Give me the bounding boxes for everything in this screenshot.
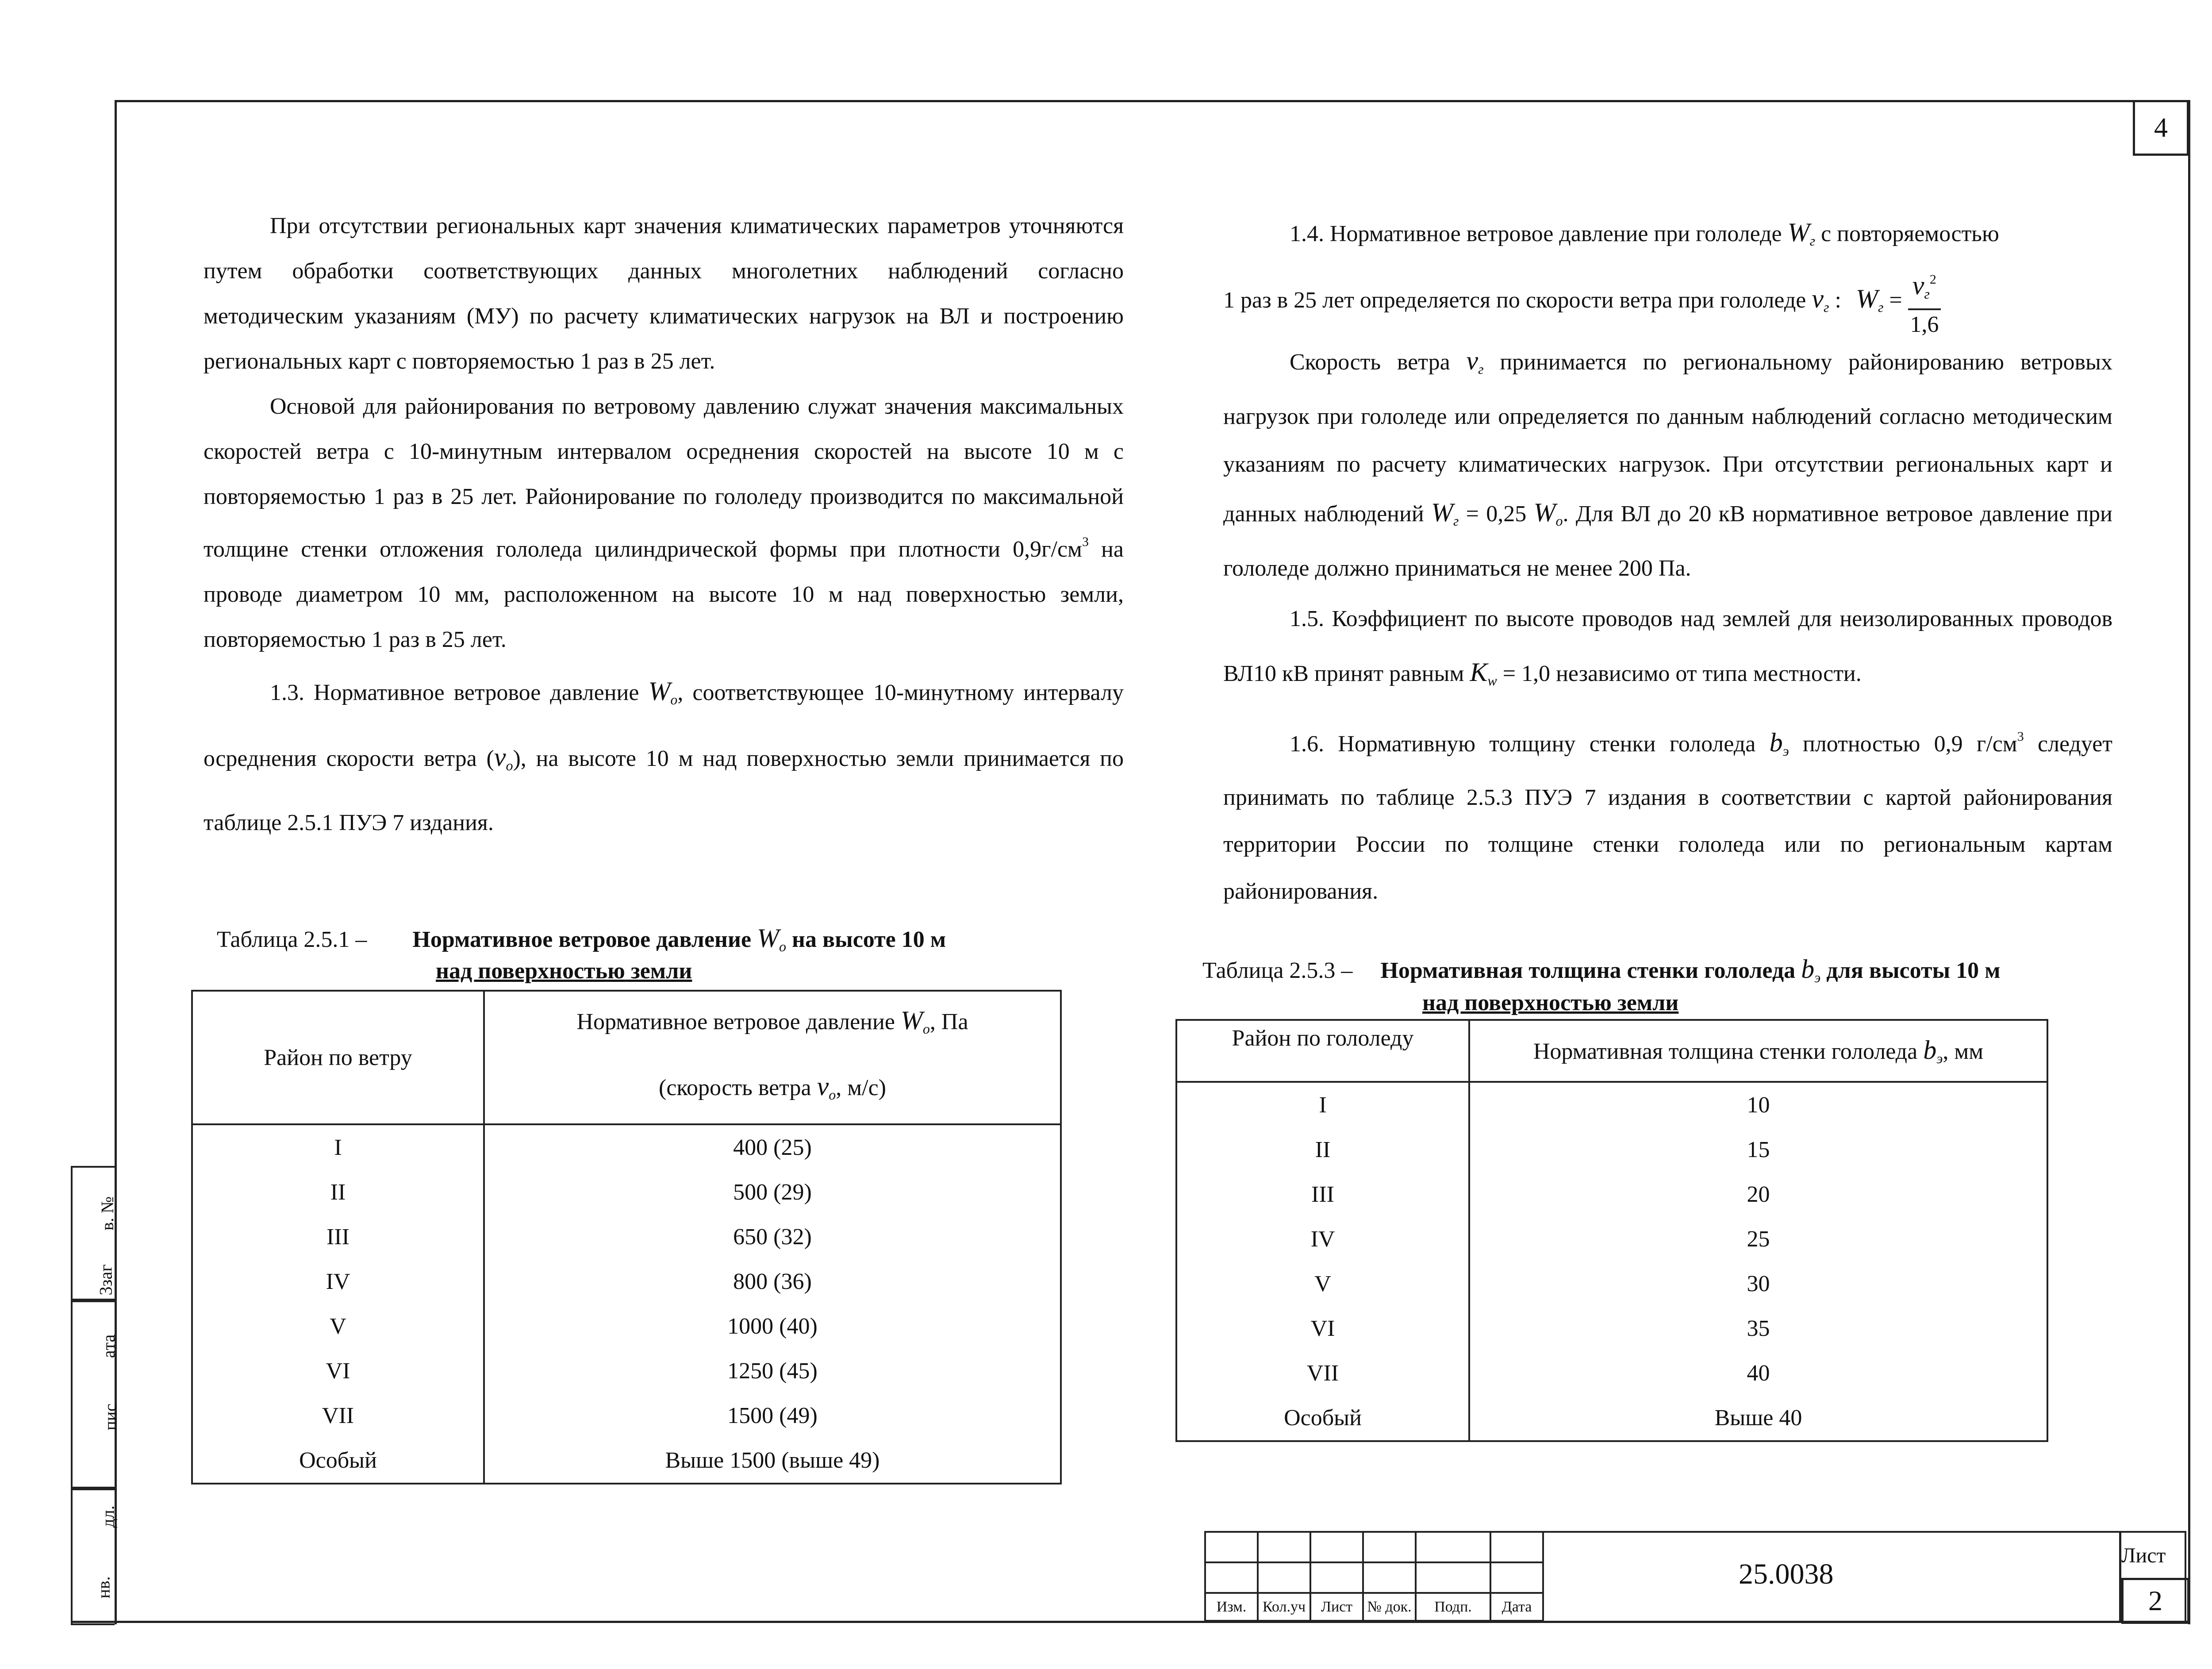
right-paragraph-4-text-a: 1.6. Нормативную толщину стенки гололеда: [1290, 731, 1770, 757]
subscript: w: [1487, 673, 1497, 688]
table3-cell-region: III: [1176, 1172, 1469, 1217]
table1: [191, 990, 1062, 1484]
table3-header-value-a: Нормативная толщина стенки гололеда: [1533, 1039, 1924, 1064]
page-number-box: [2133, 100, 2189, 156]
subscript: э: [1814, 969, 1821, 985]
table-row: [1176, 1306, 2047, 1351]
subscript: o: [779, 938, 787, 954]
table3-cell-value: 10: [1469, 1082, 2047, 1127]
subscript: o: [506, 758, 513, 773]
table-row: [1176, 1351, 2047, 1396]
table-row: [192, 1124, 1061, 1170]
subscript: г: [1453, 513, 1459, 529]
table3-caption-line2: [1422, 988, 1678, 1019]
right-paragraph-1-text-c: 1 раз в 25 лет определяется по скорости ветра при гололеде: [1223, 287, 1812, 313]
table1-cell-value: 500 (29): [484, 1170, 1061, 1215]
table3-cell-region: VII: [1176, 1351, 1469, 1396]
label-doc-no: № док.: [1363, 1593, 1416, 1621]
title-block: [1204, 1531, 2186, 1622]
subscript: o: [670, 692, 678, 708]
right-paragraph-2-text-b: принимается по региональному районированию ветровых нагрузок при гололеде или определяется по данным наблюдений согласно методическим указаниям по расчету климатических нагрузок. При отсутствии региональных карт и данных наблюдений: [1223, 350, 2112, 527]
right-paragraph-1-line2: [1223, 265, 2112, 339]
right-paragraph-4-text-c: плотностью 0,9 г/см: [1789, 731, 2017, 757]
table1-cell-region: V: [192, 1304, 484, 1349]
stamp-label-data: aта: [99, 1334, 119, 1358]
table3-caption-line2-text: над поверхностью земли: [1422, 990, 1679, 1015]
table3-cell-value: 40: [1469, 1351, 2047, 1396]
page-number: 4: [2154, 112, 2168, 143]
right-paragraph-1-text-a: 1.4. Нормативное ветровое давление при гололеде: [1290, 221, 1788, 246]
table1-caption-title-a: Нормативное ветровое давление: [412, 927, 757, 952]
subscript: г: [1478, 361, 1484, 377]
right-paragraph-2-text-a: Скорость ветра: [1290, 350, 1467, 375]
symbol-b: b: [1923, 1035, 1937, 1065]
left-column-text: [204, 204, 1124, 852]
table1-header-value-d: , м/с): [836, 1075, 886, 1100]
symbol-W: W: [1533, 498, 1556, 527]
table1-cell-region: III: [192, 1215, 484, 1259]
table-row: [1176, 1261, 2047, 1306]
subscript: г: [1924, 286, 1930, 302]
symbol-b: b: [1801, 954, 1815, 984]
table1-cell-region: Особый: [192, 1438, 484, 1484]
table-row: [192, 1170, 1061, 1215]
fraction-denominator: 1,6: [1910, 312, 1939, 337]
table-row: [1176, 1172, 2047, 1217]
subscript: г: [1878, 299, 1884, 315]
table3-caption-label: Таблица 2.5.3 –: [1202, 958, 1353, 983]
table-row: [192, 1259, 1061, 1304]
side-stamp-block-2: [71, 1299, 120, 1490]
table1-cell-region: VI: [192, 1349, 484, 1393]
table1-header-value-c: (скорость ветра: [659, 1075, 817, 1100]
table3-header-value: [1469, 1020, 2047, 1082]
table3-cell-value: Выше 40: [1469, 1396, 2047, 1441]
label-podp: Подп.: [1416, 1593, 1490, 1621]
label-list: Лист: [1310, 1593, 1363, 1621]
symbol-v: v: [1912, 271, 1924, 300]
table1-cell-value: 400 (25): [484, 1124, 1061, 1170]
table-row: [192, 1349, 1061, 1393]
formula-text: = 0,25: [1459, 501, 1534, 527]
table3-caption-title-b: для высоты 10 м: [1820, 958, 2001, 983]
table3-cell-region: Особый: [1176, 1396, 1469, 1441]
table-row: [1176, 1217, 2047, 1261]
table1-cell-region: IV: [192, 1259, 484, 1304]
sheet-number-box: [2121, 1578, 2189, 1624]
formula-lhs: W: [1855, 284, 1878, 313]
table-row: [192, 1215, 1061, 1259]
side-stamp-block-1: [71, 1166, 118, 1302]
subscript: э: [1782, 743, 1789, 759]
fraction-numerator: [1908, 265, 1941, 310]
fraction: [1908, 265, 1941, 339]
table3-cell-region: IV: [1176, 1217, 1469, 1261]
colon: :: [1829, 287, 1841, 313]
stamp-label-vzam: 3зaг: [96, 1264, 116, 1296]
side-stamp-block-3: [71, 1487, 118, 1625]
table3: [1175, 1019, 2048, 1442]
symbol-W: W: [757, 923, 780, 953]
symbol-v: v: [1466, 346, 1479, 375]
right-paragraph-1-text-b: с повторяемостью: [1815, 221, 1999, 246]
subscript: o: [829, 1087, 836, 1103]
right-paragraph-2: [1223, 337, 2112, 592]
table-row: [1176, 1082, 2047, 1127]
doc-code-cell: [1543, 1532, 2185, 1621]
table1-cell-value: Выше 1500 (выше 49): [484, 1438, 1061, 1484]
table1-header-region: Район по ветру: [192, 991, 484, 1124]
left-paragraph-3-text-b: , соответствующее 10-минутному интервалу осреднения скорости ветра (: [204, 680, 1124, 771]
left-paragraph-1: При отсутствии региональных карт значения климатических параметров уточняются путем обработки соответствующих данных многолетних наблюдений согласно методическим указаниям (МУ) по расчету климатических нагрузок на ВЛ и построению региональных карт с повторяемостью 1 раз в 25 лет.: [204, 213, 1124, 374]
symbol-W: W: [1431, 498, 1453, 527]
symbol-W: W: [648, 677, 671, 706]
symbol-v: v: [1812, 284, 1824, 313]
doc-code: 25.0038: [1739, 1558, 1834, 1590]
table1-cell-region: I: [192, 1124, 484, 1170]
right-column-text: [1223, 208, 2112, 915]
table1-caption-line2-text: над поверхностью земли: [436, 958, 692, 984]
left-paragraph-2: [204, 384, 1124, 662]
table3-cell-value: 15: [1469, 1127, 2047, 1172]
subscript: г: [1824, 299, 1829, 315]
stamp-label-inv-no: нв.: [93, 1576, 114, 1599]
right-paragraph-3-text-a: 1.5. Коэффициент по высоте проводов над землей для неизолированных проводов ВЛ10 кВ принят равным: [1223, 606, 2112, 686]
table1-header-value-b: , Па: [929, 1009, 968, 1034]
table1-cell-region: VII: [192, 1393, 484, 1438]
label-kol-uch: Кол.уч: [1258, 1593, 1310, 1621]
table1-header-value-a: Нормативное ветровое давление: [576, 1009, 901, 1034]
table3-cell-region: V: [1176, 1261, 1469, 1306]
table1-caption-line2: [436, 956, 692, 987]
table1-header-value: [484, 991, 1061, 1124]
table1-cell-value: 650 (32): [484, 1215, 1061, 1259]
right-paragraph-2-text-c: . Для ВЛ до 20 кВ нормативное ветровое давление при гололеде должно приниматься не менее 200 Па.: [1223, 501, 2112, 581]
table1-cell-region: II: [192, 1170, 484, 1215]
right-paragraph-4-text-d: следует принимать по таблице 2.5.3 ПУЭ 7 издания в соответствии с картой районирования территории России по толщине стенки гололеда или по региональным картам районирования.: [1223, 731, 2112, 904]
table3-caption-title-a: Нормативная толщина стенки гололеда: [1380, 958, 1801, 983]
table3-cell-value: 30: [1469, 1261, 2047, 1306]
table1-caption-label: Таблица 2.5.1 –: [217, 927, 367, 952]
table3-cell-region: I: [1176, 1082, 1469, 1127]
left-paragraph-3: [204, 662, 1124, 852]
superscript: 3: [1082, 535, 1089, 549]
stamp-label-dl: дл.: [98, 1505, 118, 1528]
sheet-number: 2: [2148, 1585, 2162, 1616]
table1-cell-value: 800 (36): [484, 1259, 1061, 1304]
right-paragraph-1: [1223, 208, 2112, 265]
superscript: 3: [2017, 729, 2024, 744]
left-paragraph-3-text-c: ), на высоте 10 м над поверхностью земли принимается по таблице 2.5.1 ПУЭ 7 издания.: [204, 746, 1124, 835]
table3-cell-value: 20: [1469, 1172, 2047, 1217]
table-row: [1176, 1396, 2047, 1441]
table1-caption-title-b: на высоте 10 м: [786, 927, 946, 952]
stamp-label-inv: в. №: [97, 1196, 118, 1231]
label-izm: Изм.: [1205, 1593, 1258, 1621]
table-row: [192, 1438, 1061, 1484]
table1-cell-value: 1500 (49): [484, 1393, 1061, 1438]
symbol-W: W: [1787, 218, 1810, 247]
formula-equals: =: [1889, 287, 1902, 313]
table3-cell-value: 35: [1469, 1306, 2047, 1351]
table-row: [1176, 1127, 2047, 1172]
subscript: г: [1809, 233, 1816, 249]
right-paragraph-3: [1223, 592, 2112, 707]
table3-header-value-c: , мм: [1943, 1039, 1984, 1064]
label-data: Дата: [1490, 1593, 1543, 1621]
symbol-K: K: [1470, 658, 1488, 687]
left-paragraph-2-text-b: на проводе диаметром 10 мм, расположенном на высоте 10 м над поверхностью земли, повторяемостью 1 раз в 25 лет.: [204, 537, 1124, 652]
left-paragraph-2-text-a: Основой для районирования по ветровому давлению служат значения максимальных скоростей ветра с 10-минутным интервалом осреднения скоростей на высоте 10 м с повторяемостью 1 раз в 25 лет. Районирование по гололеду производится по максимальной толщине стенки отложения гололеда цилиндрической формы при плотности 0,9г/см: [204, 394, 1124, 562]
table3-cell-region: II: [1176, 1127, 1469, 1172]
left-paragraph-3-text-a: 1.3. Нормативное ветровое давление: [270, 680, 649, 705]
right-paragraph-4: [1223, 713, 2112, 915]
right-paragraph-3-text-b: независимо от типа местности.: [1550, 661, 1862, 686]
symbol-v: v: [817, 1072, 829, 1101]
subscript: o: [1555, 513, 1563, 529]
table3-cell-region: VI: [1176, 1306, 1469, 1351]
table-row: [192, 1304, 1061, 1349]
subscript: э: [1936, 1050, 1943, 1066]
table3-caption: [1202, 954, 2001, 993]
table1-cell-value: 1250 (45): [484, 1349, 1061, 1393]
symbol-W: W: [900, 1006, 923, 1035]
table3-header-region: Район по гололеду: [1176, 1020, 1469, 1082]
subscript: o: [922, 1021, 930, 1037]
sheet-label: Лист: [2121, 1544, 2166, 1567]
symbol-v: v: [494, 742, 506, 772]
symbol-b: b: [1769, 728, 1783, 757]
table3-cell-value: 25: [1469, 1217, 2047, 1261]
table1-cell-value: 1000 (40): [484, 1304, 1061, 1349]
formula: [1856, 265, 1941, 339]
formula-text: = 1,0: [1497, 661, 1551, 686]
stamp-label-podp: пис: [100, 1404, 120, 1431]
table-row: [192, 1393, 1061, 1438]
superscript: 2: [1929, 272, 1936, 287]
